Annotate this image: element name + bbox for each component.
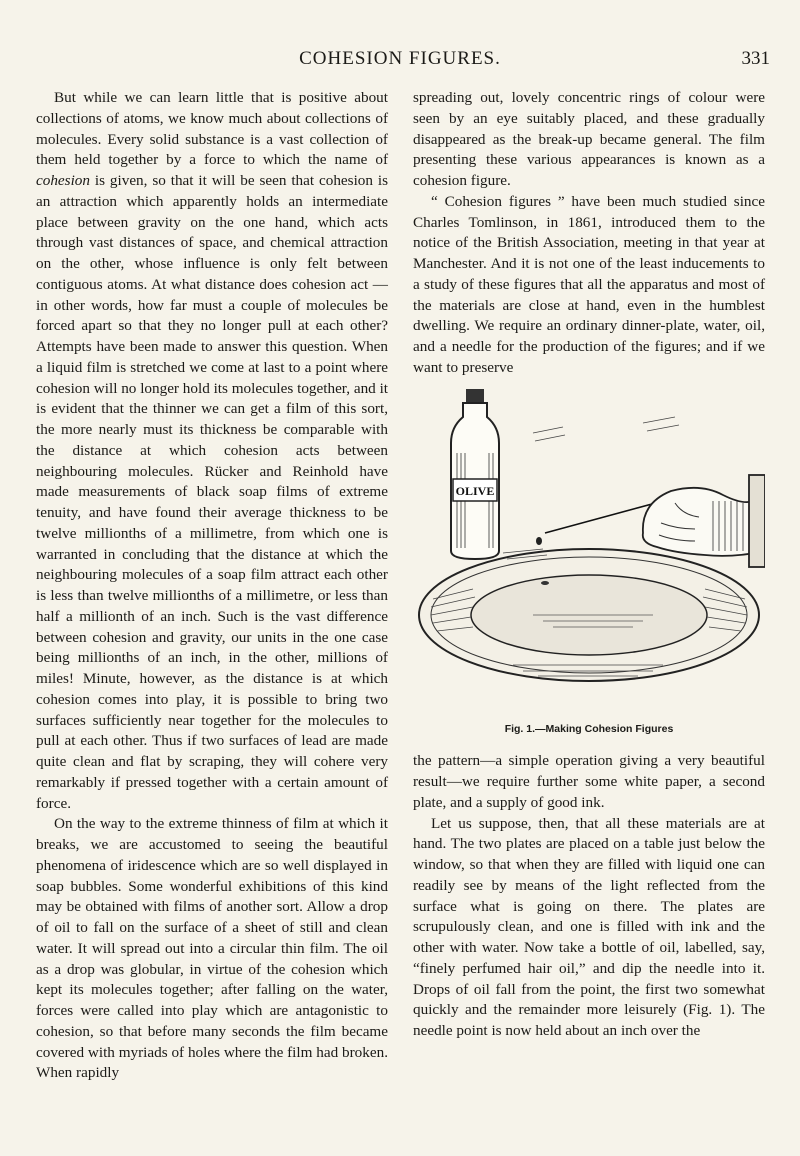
oil-bottle (451, 389, 499, 559)
paragraph: the pattern—a simple operation giving a very beautiful result—we require further some white paper, a second plate, and a supply of good ink. (413, 752, 765, 811)
bottle-label: OLIVE (455, 483, 495, 498)
paragraph: On the way to the extreme thinness of film at which it breaks, we are accustomed to seeing the beautiful phenomena of iridescence which are so well displayed in soap bubbles. Some wonderful exhibitions of this kind may be obtained with films of another sort. Allow a drop of oil to fall on the surface of a sheet of still and clean water. It will spread out into a circular thin film. The oil as a drop was globular, in virtue of the cohesion which kept its molecules together; after falling on the water, forces were called into play which are antagonistic to cohesion, so that before many seconds the film became covered with myriads of holes where the film had broken. When rapidly (36, 815, 388, 1082)
paragraph-text: But while we can learn little that is positive about collections of atoms, we know much about collections of molecules. Every solid substance is a vast collection of them held together by a force to which the name of (36, 89, 388, 169)
figure-caption: Fig. 1.—Making Cohesion Figures (504, 722, 674, 735)
paragraph: Let us suppose, then, that all these materials are at hand. The two plates are placed on a table just below the window, so that when they are filled with liquid one can readily see by means of the light reflected from the surface what is going on there. The plates are scrupulously clean, and one is filled with ink and the other with water. Now take a bottle of oil, labelled, say, “finely perfumed hair oil,” and dip the needle into it. Drops of oil fall from the point, the first two somewhat quickly and the remainder more leisurely (Fig. 1). The needle point is now held about an inch over the (413, 814, 765, 1039)
page-number: 331 (741, 48, 770, 69)
oil-drop (536, 537, 542, 545)
page-header (30, 48, 770, 78)
left-column (36, 88, 388, 1084)
paragraph (36, 88, 388, 814)
figure-illustration (413, 383, 765, 715)
figure-1 (413, 383, 765, 715)
dinner-plate (419, 549, 759, 681)
hand (643, 475, 765, 567)
emphasis-text: cohesion (36, 172, 90, 189)
paragraph-text: is given, so that it will be seen that cohesion is an attraction which apparently holds an intermediate place between gravity on the one hand, which acts through vast distances of space, and chemical attraction on the other, whose influence is only felt between contiguous atoms. At what distance does cohesion act —in other words, how far must a couple of molecules be forced apart so that they no longer pull at each other? Attempts have been made to answer this question. When a liquid film is stretched we come at last to a point where cohesion will no longer hold its molecules together, and it is evident that the thinner we can get a film of this sort, the more nearly must its thickness be comparable with the distance at which cohesion acts between neighbouring molecules. Rücker and Reinhold have made measurements of black soap films of extreme tenuity, and have found their average thickness to be twelve millionths of a millimetre, from which one is warranted in concluding that the distance at which the neighbouring molecules of a soap film attract each other is less than twelve millionths of a millimetre, or less than half a millionth of an inch. Such is the vast difference between cohesion and gravity, our units in the one case being millionths of an inch, in the other, millions of miles! Minute, however, as the distance is at which cohesion comes into play, it is possible to bring two surfaces sufficiently near together for the molecules to pull at each other. Thus if two surfaces of lead are made quite clean and flat by scraping, they will cohere very remarkably if pressed together with a certain amount of force. (36, 172, 389, 812)
paragraph: “ Cohesion figures ” have been much studied since Charles Tomlinson, in 1861, introduced them to the notice of the British Association, meeting in that year at Manchester. And it is not one of the least inducements to a study of these figures that all the apparatus and most of the materials are close at hand, even in the humblest dwelling. We require an ordinary dinner-plate, water, oil, and a needle for the production of the figures; and if we want to preserve (413, 192, 765, 376)
right-column (413, 88, 765, 1042)
paragraph: spreading out, lovely concentric rings of colour were seen by an eye suitably placed, and these gradually disappeared as the break-up became general. The film presenting these various appearances is known as a cohesion figure. (413, 89, 765, 189)
running-title: COHESION FIGURES. (299, 48, 501, 69)
